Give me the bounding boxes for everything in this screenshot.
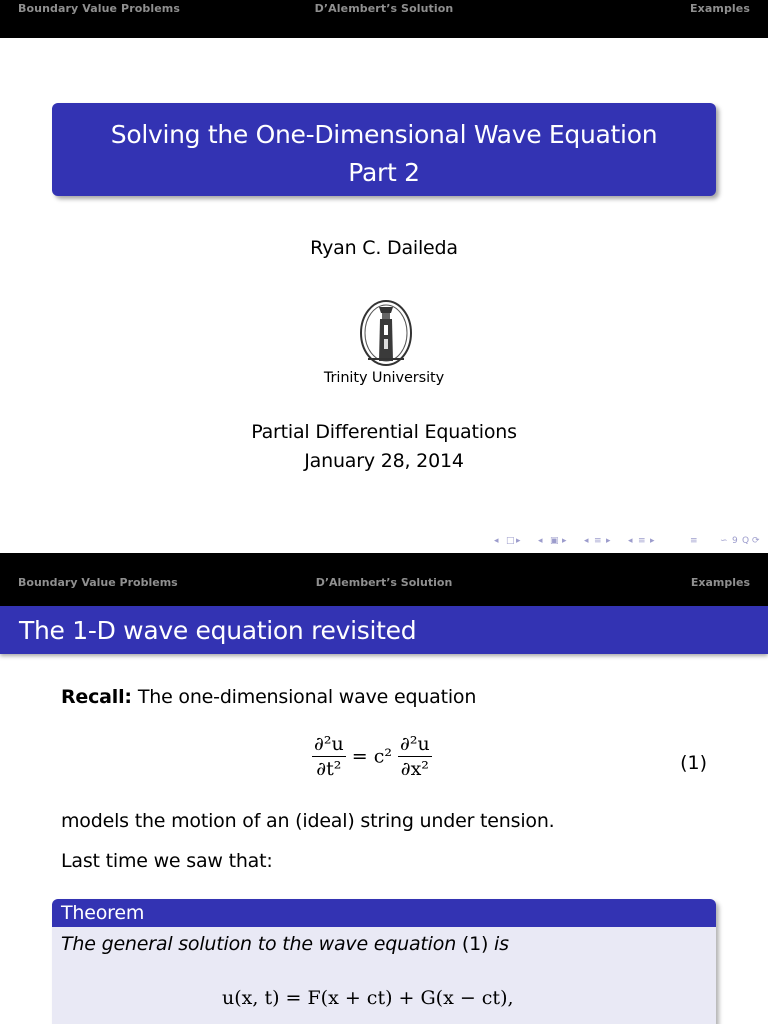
nav-prev-section-icon[interactable]: ◂	[628, 536, 633, 546]
nav-document-icon[interactable]: ≡	[690, 536, 698, 546]
nav-next-section-icon[interactable]: ▸	[650, 536, 655, 546]
header-navbar	[0, 0, 768, 38]
course-name: Partial Differential Equations	[251, 421, 517, 443]
equals-c-squared: = c²	[351, 745, 392, 768]
wave-equation-formula	[312, 733, 432, 780]
theorem-body	[52, 927, 716, 1024]
frame-title: The 1-D wave equation revisited	[19, 616, 417, 645]
nav-frame-icon[interactable]: ▣	[550, 536, 559, 546]
author-name: Ryan C. Daileda	[310, 237, 458, 259]
wave-equation	[0, 733, 768, 793]
theorem-header	[52, 899, 716, 927]
nav-subsection-icon[interactable]: ≡	[594, 536, 602, 546]
nav-back-icon[interactable]: ∽	[720, 536, 728, 546]
institute-name: Trinity University	[323, 370, 445, 386]
nav-refresh-icon[interactable]: ⟳	[752, 536, 760, 546]
content-slide	[0, 553, 768, 1024]
recall-text: The one-dimensional wave equation	[137, 686, 477, 708]
header-navbar	[0, 553, 768, 606]
nav-section-examples[interactable]: Examples	[690, 2, 750, 15]
nav-search-icon[interactable]: Q	[742, 536, 750, 546]
presentation-date: January 28, 2014	[304, 450, 464, 472]
presentation-title: Solving the One-Dimensional Wave Equation	[110, 120, 658, 149]
lhs-numerator: ∂²u	[314, 733, 344, 755]
theorem-statement-end: is	[488, 933, 509, 955]
nav-section-examples[interactable]: Examples	[690, 576, 750, 589]
title-block	[52, 103, 716, 196]
nav-section-dalembert[interactable]: D’Alembert’s Solution	[315, 576, 453, 589]
rhs-denominator: ∂x²	[400, 758, 429, 780]
nav-prev-subsection-icon[interactable]: ◂	[584, 536, 589, 546]
lhs-denominator: ∂t²	[316, 758, 342, 780]
frame-title-bar	[0, 606, 768, 654]
beamer-navigation-symbols	[494, 536, 764, 550]
nav-section-boundary-value-problems[interactable]: Boundary Value Problems	[18, 576, 178, 589]
nav-next-slide-icon[interactable]: ▸	[516, 536, 521, 546]
theorem-statement	[61, 933, 509, 955]
nav-section-boundary-value-problems[interactable]: Boundary Value Problems	[18, 2, 181, 15]
nav-slide-icon[interactable]: □	[506, 536, 515, 546]
nav-forward-icon[interactable]: 9	[732, 536, 738, 546]
nav-prev-frame-icon[interactable]: ◂	[538, 536, 543, 546]
theorem-block	[52, 899, 716, 1024]
equation-number: (1)	[680, 752, 707, 774]
rhs-numerator: ∂²u	[400, 733, 430, 755]
nav-next-frame-icon[interactable]: ▸	[562, 536, 567, 546]
lhs-fraction	[312, 733, 346, 780]
nav-prev-slide-icon[interactable]: ◂	[494, 536, 499, 546]
theorem-statement-text: The general solution to the wave equation	[61, 933, 462, 955]
equation-reference[interactable]: (1)	[461, 933, 489, 955]
trinity-university-logo	[359, 299, 413, 367]
nav-section-dalembert[interactable]: D’Alembert’s Solution	[314, 2, 454, 15]
recall-line	[61, 686, 476, 708]
theorem-title: Theorem	[61, 902, 145, 924]
rhs-fraction	[398, 733, 432, 780]
nav-section-icon[interactable]: ≡	[638, 536, 646, 546]
general-solution-formula: u(x, t) = F(x + ct) + G(x − ct),	[222, 987, 514, 1009]
nav-next-subsection-icon[interactable]: ▸	[606, 536, 611, 546]
recall-label: Recall:	[61, 686, 132, 708]
presentation-subtitle: Part 2	[348, 158, 420, 187]
models-text: models the motion of an (ideal) string under tension.	[61, 810, 555, 832]
last-time-text: Last time we saw that:	[61, 850, 273, 872]
